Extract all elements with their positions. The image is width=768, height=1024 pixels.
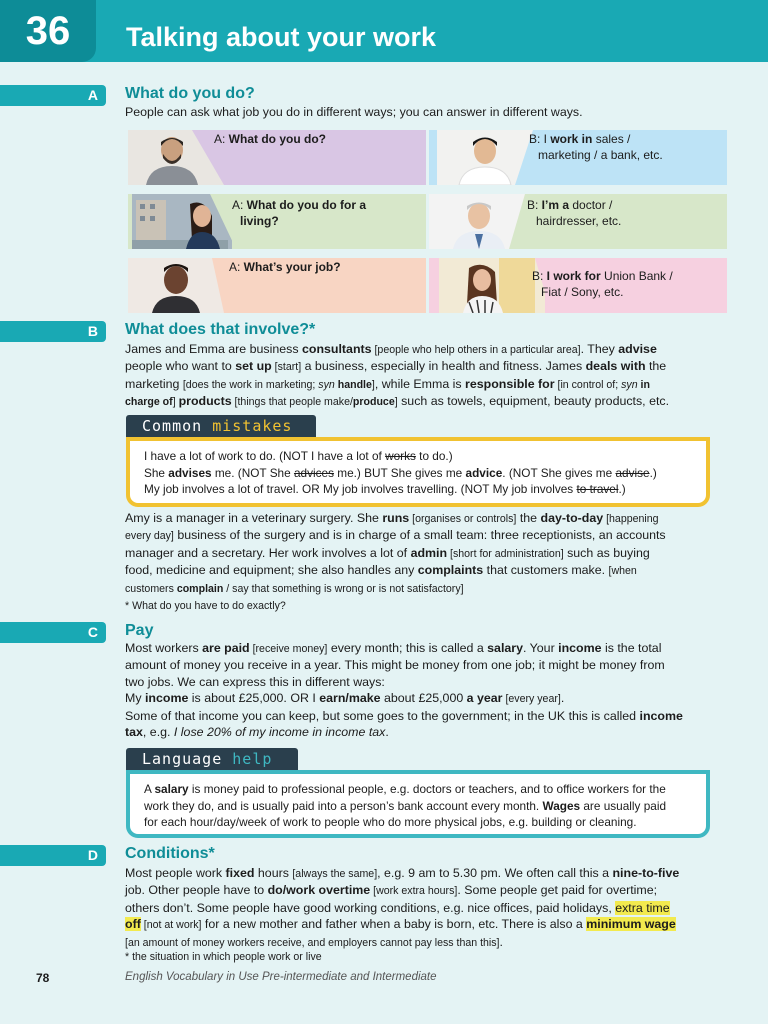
section-b-heading: What does that involve?*: [125, 321, 316, 338]
page-title: Talking about your work: [126, 22, 437, 52]
section-b-label: B: [0, 321, 106, 342]
section-d-heading: Conditions*: [125, 845, 215, 862]
section-c-paragraph: Most workers are paid [receive money] every month; this is called a salary. Your income is the total amount of money you receive in a year. This might be money from one job; it might be money from two jobs. We can express this in different ways: My income is about £25,000. OR I earn/make about £25,000 a year [every year]. Some of that income you can keep, but some goes to the government; in the UK this is called income tax, e.g. I lose 20% of my income in income tax.: [125, 641, 683, 740]
section-b-paragraph-2: Amy is a manager in a veterinary surgery. She runs [organises or controls] the day-to-day [happening every day] business of the surgery and is in charge of a small team: three receptionists, an accounts manager and a secretary. Her work involves a lot of admin [short for administration] such as buying food, medicine and equipment; she also handles any complaints that customers make. [when customers complain / say that something is wrong or is not satisfactory]: [125, 511, 666, 595]
dialogue-panel-q1: A: What do you do?: [128, 130, 426, 185]
page-number: 78: [36, 971, 50, 985]
woman-portrait-photo: [128, 258, 224, 313]
woman-city-photo: [128, 194, 232, 249]
section-d-footnote: * the situation in which people work or live: [125, 951, 322, 963]
language-help-box: A salary is money paid to professional people, e.g. doctors or teachers, and to office workers for the work they do, and is usually paid into a person’s bank account every month. Wages are usually paid for each hour/day/week of work to people who do more physical jobs, e.g. building or cleaning.: [126, 770, 710, 838]
chef-photo: [429, 130, 541, 185]
section-b-paragraph-1: James and Emma are business consultants [people who help others in a particular area]. They advise people who want to set up [start] a business, especially in health and fitness. James deals with the marketing [does the work in marketing; syn handle], while Emma is responsible for [in control of; syn in charge of] products [things that people make/produce] such as towels, equipment, beauty products, etc.: [125, 342, 670, 409]
page-header: [0, 0, 768, 62]
unit-number: 36: [0, 0, 96, 62]
section-a-intro: People can ask what job you do in different ways; you can answer in different ways.: [125, 105, 583, 119]
man-beard-photo: [128, 130, 224, 185]
section-c-heading: Pay: [125, 622, 154, 639]
section-d-paragraph: Most people work fixed hours [always the same], e.g. 9 am to 5.30 pm. We often call this a nine-to-five job. Other people have to do/work overtime [work extra hours]. Some people get paid for overtime; others don’t. Some people have good working conditions, e.g. nice offices, paid holidays, extra time off [not at work] for a new mother and father when a baby is born, etc. There is also a minimum wage [an amount of money workers receive, and employers cannot pay less than this].: [125, 866, 680, 949]
dialogue-panel-a1: B: I work in sales / marketing / a bank, etc.: [429, 130, 727, 185]
common-mistakes-tab: Common mistakes: [126, 415, 316, 437]
section-d-label: D: [0, 845, 106, 866]
section-c-label: C: [0, 622, 106, 643]
section-b-footnote: * What do you have to do exactly?: [125, 600, 286, 612]
language-help-tab: Language help: [126, 748, 298, 770]
section-a-heading: What do you do?: [125, 85, 255, 102]
dialogue-panel-q3: A: What’s your job?: [128, 258, 426, 313]
dialogue-panel-a2: B: I’m a doctor / hairdresser, etc.: [429, 194, 727, 249]
dialogue-panel-a3: B: I work for Union Bank / Fiat / Sony, etc.: [429, 258, 727, 313]
woman-office-photo: [429, 258, 545, 313]
common-mistakes-box: I have a lot of work to do. (NOT I have a lot of works to do.) She advises me. (NOT She advices me.) BUT She gives me advice. (NOT She gives me advise.) My job involves a lot of travel. OR My job involves travelling. (NOT My job involves to travel.): [126, 437, 710, 507]
book-title: English Vocabulary in Use Pre-intermediate and Intermediate: [125, 971, 437, 983]
doctor-photo: [429, 194, 525, 249]
section-a-label: A: [0, 85, 106, 106]
dialogue-panel-q2: A: What do you do for a living?: [128, 194, 426, 249]
